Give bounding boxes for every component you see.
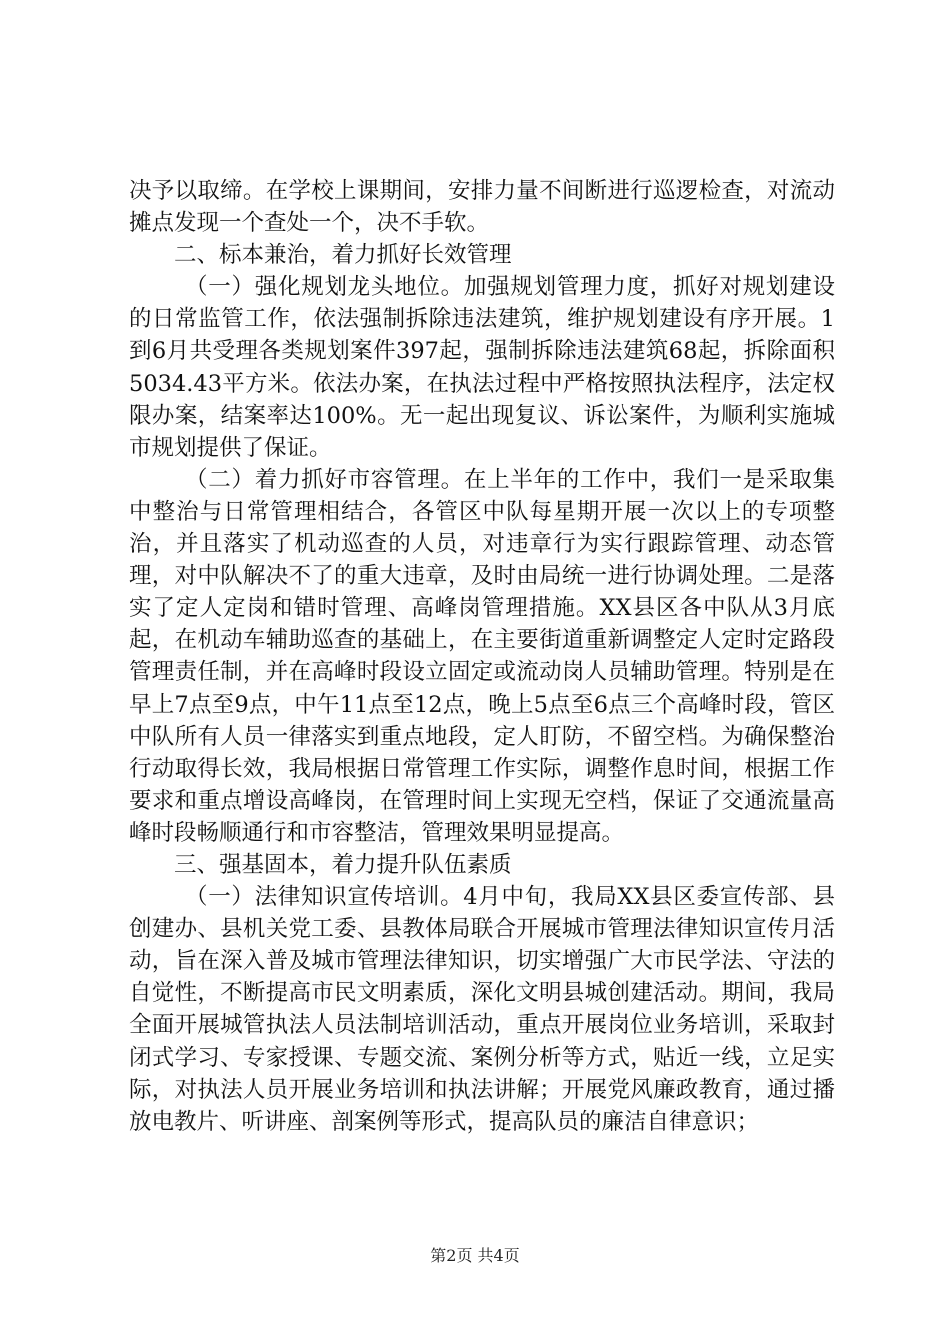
paragraph-city-appearance: （二）着力抓好市容管理。在上半年的工作中，我们一是采取集中整治与日常管理相结合，各管区中队每星期开展一次以上的专项整治，并且落实了机动巡查的人员，对违章行为实行跟踪管理、动态管理，对中队解决不了的重大违章，及时由局统一进行协调处理。二是落实了定人定岗和错时管理、高峰岗管理措施。XX县区各中队从3月底起，在机动车辅助巡查的基础上，在主要街道重新调整定人定时定路段管理责任制，并在高峰时段设立固定或流动岗人员辅助管理。特别是在早上7点至9点，中午11点至12点，晚上5点至6点三个高峰时段，管区中队所有人员一律落实到重点地段，定人盯防，不留空档。为确保整治行动取得长效，我局根据日常管理工作实际，调整作息时间，根据工作要求和重点增设高峰岗，在管理时间上实现无空档，保证了交通流量高峰时段畅顺通行和市容整洁，管理效果明显提高。 (129, 466, 835, 846)
page-number-footer: 第2页 共4页 (430, 1246, 520, 1265)
paragraph-legal-training: （一）法律知识宣传培训。4月中旬，我局XX县区委宣传部、县创建办、县机关党工委、县教体局联合开展城市管理法律知识宣传月活动，旨在深入普及城市管理法律知识，切实增强广大市民学法、守法的自觉性，不断提高市民文明素质，深化文明县城创建活动。期间，我局全面开展城管执法人员法制培训活动，重点开展岗位业务培训，采取封闭式学习、专家授课、专题交流、案例分析等方式，贴近一线，立足实际，对执法人员开展业务培训和执法讲解；开展党风廉政教育，通过播放电教片、听讲座、剖案例等形式，提高队员的廉洁自律意识； (129, 884, 835, 1135)
section-heading-two: 二、标本兼治，着力抓好长效管理 (174, 242, 512, 269)
paragraph-planning: （一）强化规划龙头地位。加强规划管理力度，抓好对规划建设的日常监管工作，依法强制拆除违法建筑，维护规划建设有序开展。1到6月共受理各类规划案件397起，强制拆除违法建筑68起，拆除面积5034.43平方米。依法办案，在执法过程中严格按照执法程序，法定权限办案，结案率达100%。无一起出现复议、诉讼案件，为顺利实施城市规划提供了保证。 (129, 274, 835, 461)
paragraph-continuation: 决予以取缔。在学校上课期间，安排力量不间断进行巡逻检查，对流动摊点发现一个查处一个，决不手软。 (129, 178, 835, 237)
section-heading-three: 三、强基固本，着力提升队伍素质 (174, 851, 512, 878)
document-body (129, 175, 835, 1138)
